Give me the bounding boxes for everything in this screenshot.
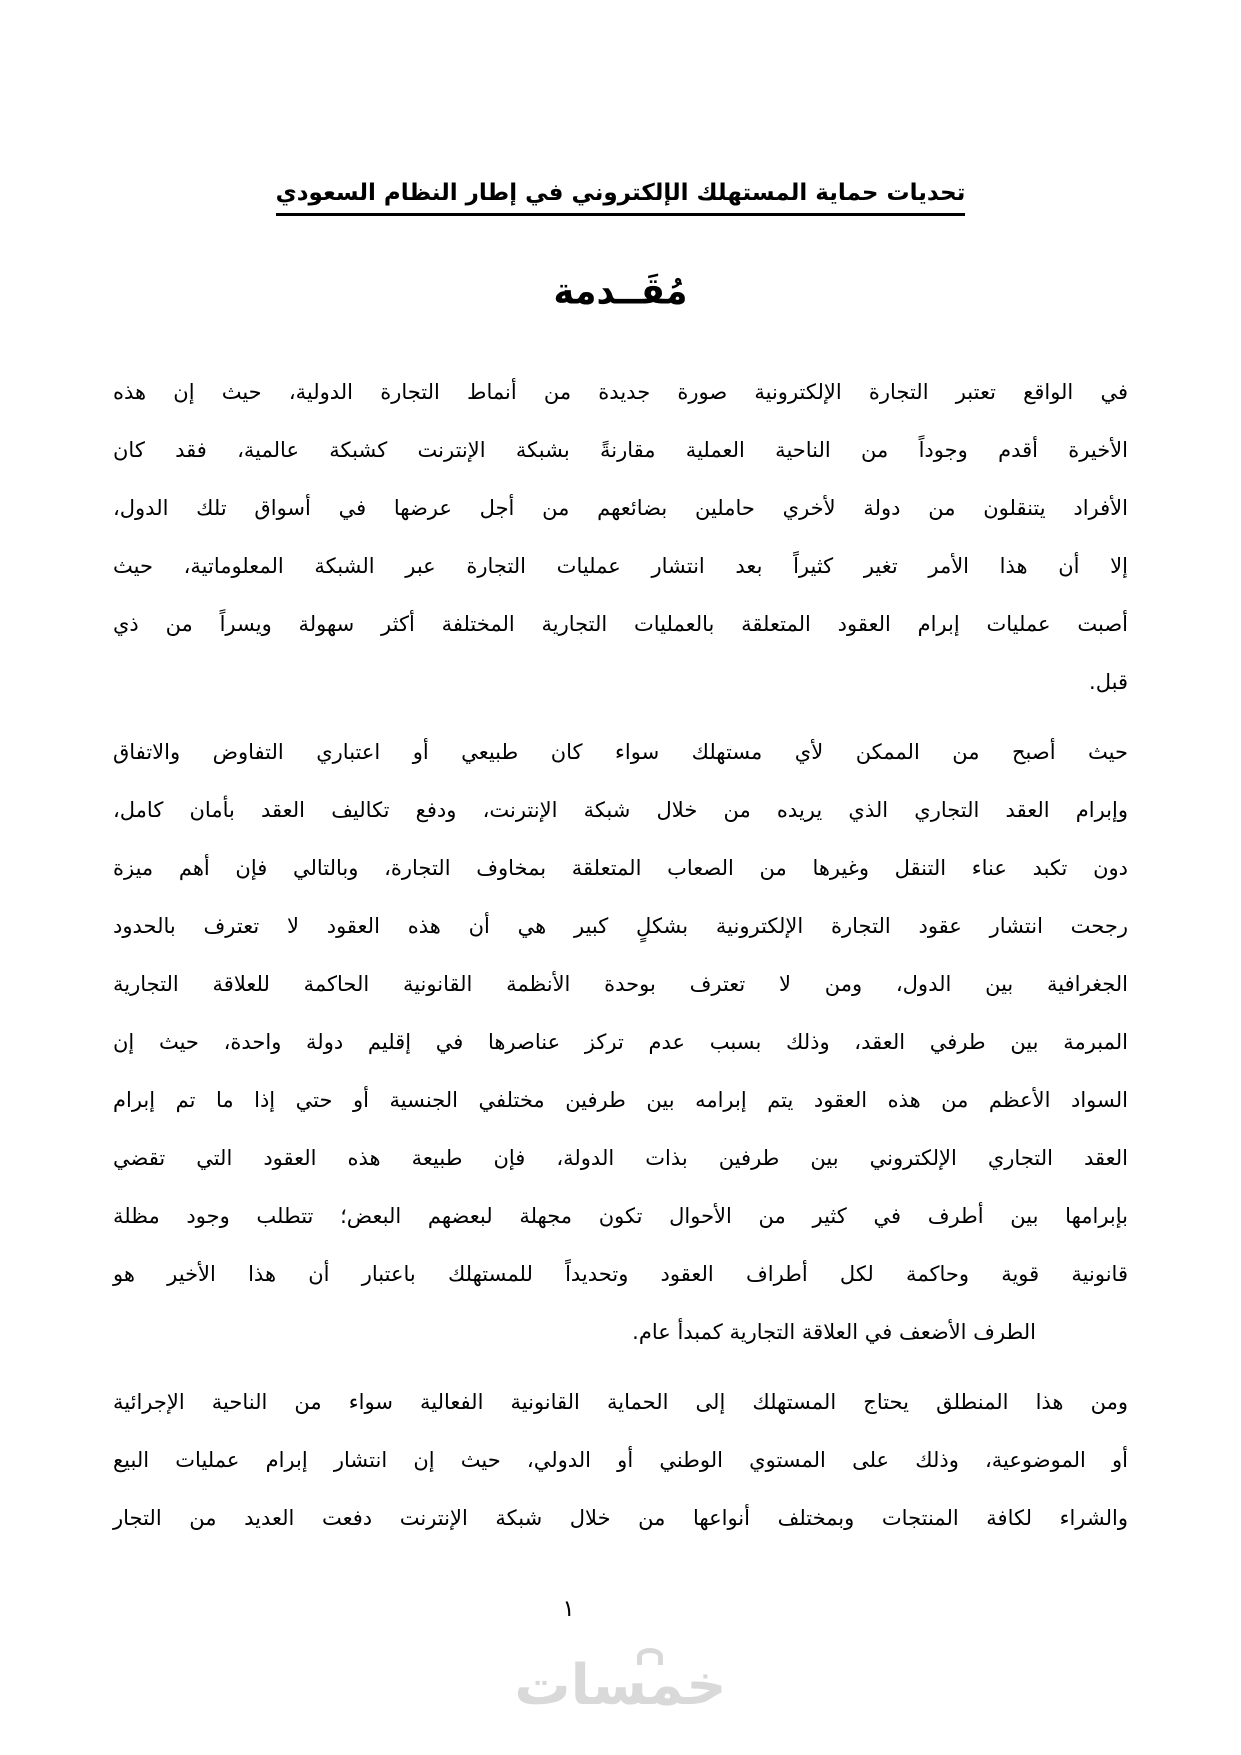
paragraph-line: دون تكبد عناء التنقل وغيرها من الصعاب المتعلقة بمخاوف التجارة، وبالتالي فإن أهم ميزة [113,856,1128,880]
khamsat-watermark-logo [514,1652,726,1719]
paragraph-last-line: الطرف الأضعف في العلاقة التجارية كمبدأ عام. [632,1320,1036,1344]
introduction-heading: مُقَــدمة [553,271,688,313]
paragraph-line: وإبرام العقد التجاري الذي يريده من خلال شبكة الإنترنت، ودفع تكاليف العقد بأمان كامل، [113,798,1128,822]
footer-row [0,1596,1241,1622]
paragraph-line: الجغرافية بين الدول، ومن لا تعترف بوحدة الأنظمة القانونية الحاكمة للعلاقة التجارية [113,972,1128,996]
paragraph-line: ومن هذا المنطلق يحتاج المستهلك إلى الحماية القانونية الفعالية سواء من الناحية الإجرائية [113,1390,1128,1414]
paragraph-line: والشراء لكافة المنتجات وبمختلف أنواعها من خلال شبكة الإنترنت دفعت العديد من التجار [113,1506,1128,1530]
paragraph-line: قانونية قوية وحاكمة لكل أطراف العقود وتحديداً للمستهلك باعتبار أن هذا الأخير هو [113,1262,1128,1286]
paragraph-2 [113,723,1128,1361]
paragraph-line: الأفراد يتنقلون من دولة لأخري حاملين بضائعهم من أجل عرضها في أسواق تلك الدول، [113,496,1128,520]
watermark-row [0,1652,1241,1719]
section-heading-row [0,272,1241,312]
paragraph-1 [113,363,1128,711]
paragraph-line: العقد التجاري الإلكتروني بين طرفين بذات الدولة، فإن طبيعة هذه العقود التي تقضي [113,1146,1128,1170]
paragraph-line: السواد الأعظم من هذه العقود يتم إبرامه بين طرفين مختلفي الجنسية أو حتي إذا ما تم إبرام [113,1088,1128,1112]
paragraph-last-line: قبل. [1089,670,1128,694]
paragraph-line: الأخيرة أقدم وجوداً من الناحية العملية مقارنةً بشبكة الإنترنت كشبكة عالمية، فقد كان [113,438,1128,462]
paragraph-line: إلا أن هذا الأمر تغير كثيراً بعد انتشار عمليات التجارة عبر الشبكة المعلوماتية، حيث [113,554,1128,578]
watermark-text: خمسات [514,1653,727,1718]
paragraph-line: أصبت عمليات إبرام العقود المتعلقة بالعمليات التجارية المختلفة أكثر سهولة ويسراً من ذي [113,612,1128,636]
paragraph-line: رجحت انتشار عقود التجارة الإلكترونية بشكلٍ كبير هي أن هذه العقود لا تعترف بالحدود [113,914,1128,938]
paragraph-line: في الواقع تعتبر التجارة الإلكترونية صورة جديدة من أنماط التجارة الدولية، حيث إن هذه [113,380,1128,404]
page-number: ١ [562,1596,575,1622]
paragraph-line: المبرمة بين طرفي العقد، وذلك بسبب عدم تركز عناصرها في إقليم دولة واحدة، حيث إن [113,1030,1128,1054]
paragraph-line: بإبرامها بين أطرف في كثير من الأحوال تكون مجهلة لبعضهم البعض؛ تتطلب وجود مظلة [113,1204,1128,1228]
paragraph-line: أو الموضوعية، وذلك على المستوي الوطني أو الدولي، حيث إن انتشار إبرام عمليات البيع [113,1448,1128,1472]
watermark-accent-mark [637,1648,663,1665]
document-body [113,363,1128,1547]
document-title: تحديات حماية المستهلك الإلكتروني في إطار النظام السعودي [276,180,966,216]
paragraph-line: حيث أصبح من الممكن لأي مستهلك سواء كان طبيعي أو اعتباري التفاوض والاتفاق [113,740,1128,764]
paragraph-3 [113,1373,1128,1547]
title-row [0,180,1241,216]
